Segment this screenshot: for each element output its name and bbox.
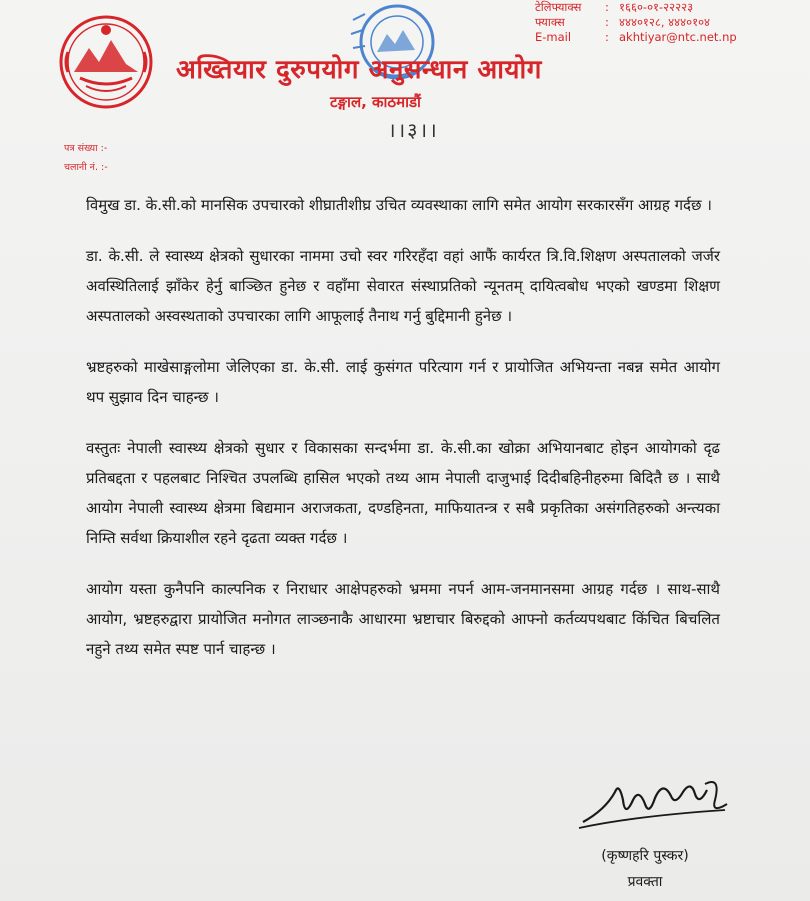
contact-row-fax (535, 15, 805, 30)
contact-value: akhtiyar@ntc.net.np (619, 30, 737, 44)
contact-row-email (535, 30, 805, 45)
organization-name: अख्तियार दुरुपयोग अनुसन्धान आयोग (176, 55, 542, 85)
contact-label: फ्याक्स (535, 15, 565, 29)
signatory-name: (कृष्णहरि पुस्कर) (601, 848, 689, 864)
contact-label: टेलिफ्याक्स (535, 0, 582, 14)
body-paragraph: भ्रष्टहरुको माखेसाङ्गलोमा जेलिएका डा. के.सी. लाई कुसंगत परित्याग गर्न र प्रायोजित अभियन्ता नबन्न समेत आयोग थप सुझाव दिन चाहन्छ । (86, 358, 720, 406)
signatory-title: प्रवक्ता (627, 874, 663, 890)
body-paragraph: डा. के.सी. ले स्वास्थ्य क्षेत्रको सुधारका नाममा उचो स्वर गरिरहँदा वहां आफैं कार्यरत त्रि.वि.शिक्षण अस्पतालको जर्जर अवस्थितिलाई झाँकेर हेर्नु बाञ्छित हुनेछ र वहाँमा सेवारत संस्थाप्रतिको न्यूनतम् दायित्वबोध भएको खण्डमा शिक्षण अस्पतालको अस्वस्थताको उपचारका लागि आफूलाई तैनाथ गर्नु बुद्दिमानी हुनेछ । (86, 247, 720, 325)
contact-separator: : (605, 30, 609, 44)
nepal-emblem-icon (56, 12, 156, 112)
organization-address: टङ्गाल, काठमाडौं (330, 93, 421, 111)
letter-body (86, 190, 720, 685)
contact-separator: : (605, 15, 609, 29)
contact-value: १६६०-०१-२२२२३ (619, 0, 694, 14)
contact-value: ४४४०१२८, ४४४०१०४ (619, 15, 711, 29)
contact-separator: : (605, 0, 609, 14)
body-paragraph: वस्तुतः नेपाली स्वास्थ्य क्षेत्रको सुधार र विकासका सन्दर्भमा डा. के.सी.का खोक्रा अभियानबाट होइन आयोगको दृढ प्रतिबद्दता र पहलबाट निश्चित उपलब्धि हासिल भएको तथ्य आम नेपाली दाजुभाई दिदीबहिनीहरुमा बिदितै छ । साथै आयोग नेपाली स्वास्थ्य क्षेत्रमा बिद्यमान अराजकता, दण्डहिनता, माफियातन्त्र र सबै प्रकृतिका असंगतिहरुको अन्त्यका निम्ति सर्वथा क्रियाशील रहने दृढता व्यक्त गर्दछ । (86, 439, 720, 547)
body-paragraph: आयोग यस्ता कुनैपनि काल्पनिक र निराधार आक्षेपहरुको भ्रममा नपर्न आम-जनमानसमा आग्रह गर्दछ । साथ-साथै आयोग, भ्रष्टहरुद्वारा प्रायोजित मनोगत लाञ्छनाकै आधारमा भ्रष्टाचार बिरुद्दको आफ्नो कर्तव्यपथबाट किंचित बिचलित नहुने तथ्य समेत स्पष्ट पार्न चाहन्छ । (86, 580, 720, 658)
contact-row-phone (535, 0, 805, 15)
contact-label: E-mail (535, 30, 572, 44)
contact-block (535, 0, 805, 45)
signature-mark (575, 770, 735, 840)
body-paragraph: विमुख डा. के.सी.को मानसिक उपचारको शीघ्रातीशीघ्र उचित व्यवस्थाका लागि समेत आयोग सरकारसँग आग्रह गर्दछ । (86, 196, 712, 214)
dispatch-number-label: चलानी नं. :- (64, 162, 108, 173)
handwritten-date: ।।३।। (388, 118, 439, 142)
letter-number-label: पत्र संख्या :- (64, 143, 108, 154)
